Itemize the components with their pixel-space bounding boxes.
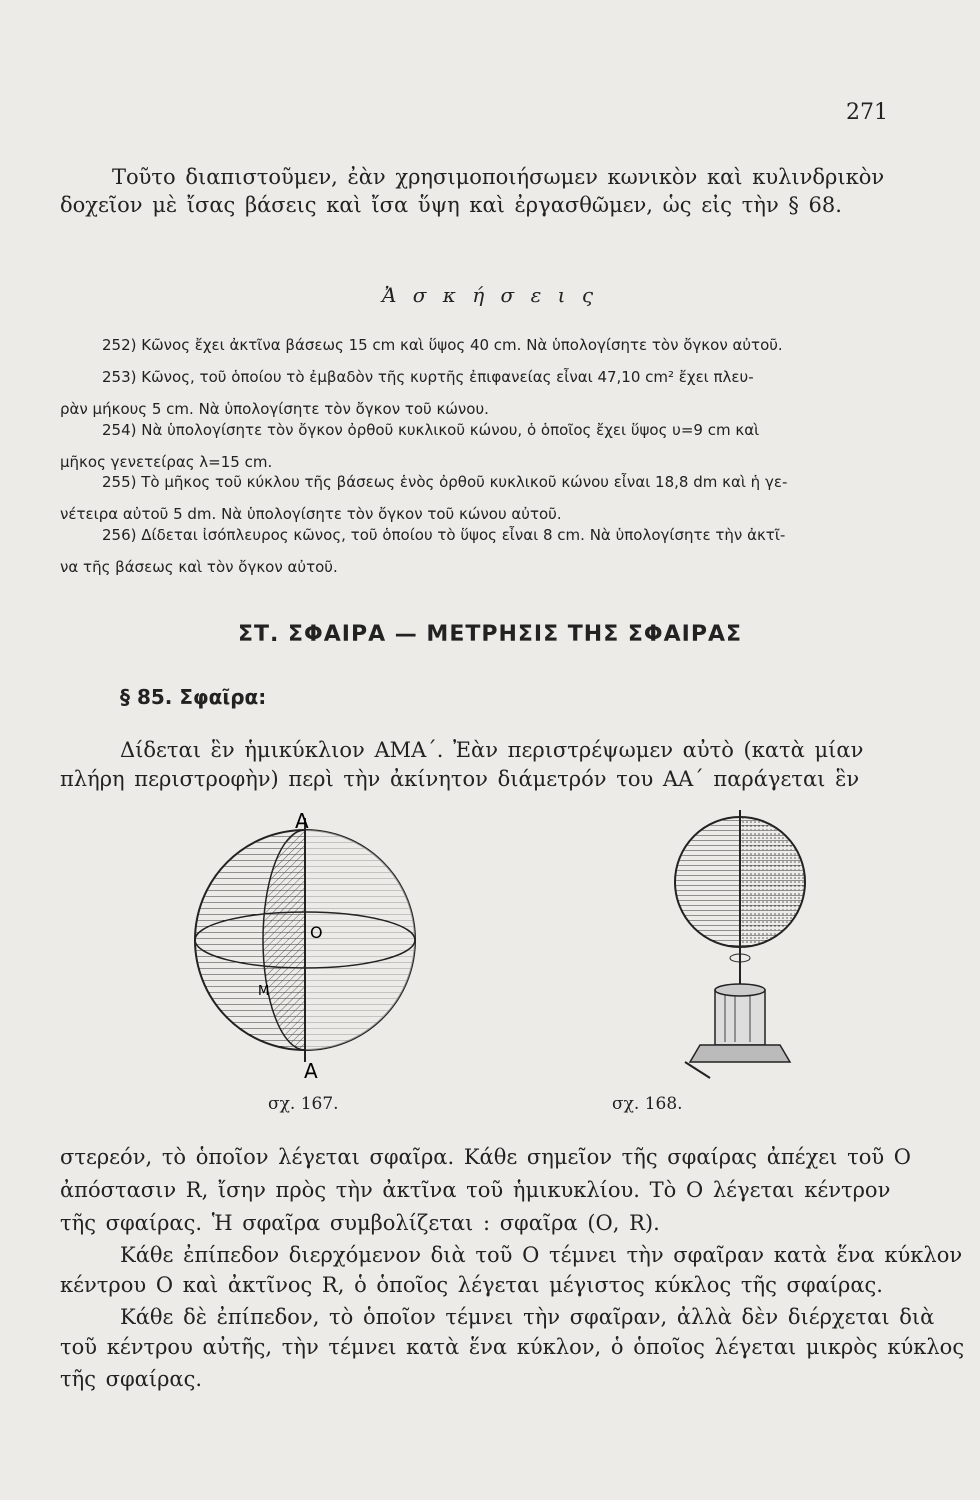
exercise-line: 252) Κῶνος ἔχει ἀκτῖνα βάσεως 15 cm καὶ ὕψος 40 cm. Νὰ ὑπολογίσητε τὸν ὄγκον αὐτοῦ. (102, 336, 783, 354)
figure-168-caption: σχ. 168. (612, 1094, 683, 1114)
crank-handle (685, 1062, 710, 1078)
page-number: 271 (846, 100, 888, 125)
intro-line-1: Τοῦτο διαπιστοῦμεν, ἐὰν χρησιμοποιήσωμεν κωνικὸν καὶ κυλινδρικὸν (112, 165, 885, 189)
para4-line-1: Κάθε δὲ ἐπίπεδον, τὸ ὁποῖον τέμνει τὴν σφαῖραν, ἀλλὰ δὲν διέρχεται διὰ (120, 1305, 935, 1329)
exercise-254 (60, 418, 900, 474)
para3-line-1: Κάθε ἐπίπεδον διερχόμενον διὰ τοῦ Ο τέμνει τὴν σφαῖραν κατὰ ἕνα κύκλον (120, 1243, 963, 1267)
label-a-bottom: Α (304, 1059, 318, 1083)
exercise-256 (60, 523, 900, 579)
para2-line-3: τῆς σφαίρας. Ἡ σφαῖρα συμβολίζεται : σφαῖρα (Ο, R). (60, 1211, 660, 1235)
disk-half (740, 817, 805, 947)
label-a-top: Α (295, 809, 309, 833)
exercise-line: ρὰν μήκους 5 cm. Νὰ ὑπολογίσητε τὸν ὄγκον τοῦ κώνου. (60, 400, 489, 418)
figure-167-sphere (180, 800, 450, 1090)
exercises-title: Ἀ σ κ ή σ ε ι ς (381, 283, 599, 307)
label-m: Μ (258, 984, 270, 999)
intro-line-2: δοχεῖον μὲ ἴσας βάσεις καὶ ἴσα ὕψη καὶ ἐργασθῶμεν, ὡς εἰς τὴν § 68. (60, 193, 842, 217)
para1-line-2: πλήρη περιστροφὴν) περὶ τὴν ἀκίνητον διάμετρόν του ΑΑ΄ παράγεται ἓν (60, 767, 860, 791)
para4-line-3: τῆς σφαίρας. (60, 1367, 203, 1391)
para4-line-2: τοῦ κέντρου αὐτῆς, τὴν τέμνει κατὰ ἕνα κύκλον, ὁ ὁποῖος λέγεται μικρὸς κύκλος (60, 1335, 965, 1359)
exercise-line: 253) Κῶνος, τοῦ ὁποίου τὸ ἐμβαδὸν τῆς κυρτῆς ἐπιφανείας εἶναι 47,10 cm² ἔχει πλευ- (102, 368, 754, 386)
stand-body (715, 990, 765, 1045)
exercise-line: 255) Τὸ μῆκος τοῦ κύκλου τῆς βάσεως ἑνὸς ὀρθοῦ κυκλικοῦ κώνου εἶναι 18,8 dm καὶ ἡ γε- (102, 473, 788, 491)
exercise-line: 256) Δίδεται ἰσόπλευρος κῶνος, τοῦ ὁποίου τὸ ὕψος εἶναι 8 cm. Νὰ ὑπολογίσητε τὴν ἀκτῖ- (102, 526, 786, 544)
exercise-253 (60, 365, 900, 421)
para2-line-1: στερεόν, τὸ ὁποῖον λέγεται σφαῖρα. Κάθε σημεῖον τῆς σφαίρας ἀπέχει τοῦ Ο (60, 1145, 911, 1169)
para3-line-2: κέντρου Ο καὶ ἀκτῖνος R, ὁ ὁποῖος λέγεται μέγιστος κύκλος τῆς σφαίρας. (60, 1273, 883, 1297)
para1-line-1: Δίδεται ἓν ἡμικύκλιον ΑΜΑ΄. Ἐὰν περιστρέψωμεν αὐτὸ (κατὰ μίαν (120, 738, 864, 762)
stand-base (690, 1045, 790, 1062)
exercise-line: να τῆς βάσεως καὶ τὸν ὄγκον αὐτοῦ. (60, 558, 338, 576)
exercise-255 (60, 470, 900, 526)
figure-168-apparatus (665, 800, 825, 1080)
figure-167-caption: σχ. 167. (268, 1094, 339, 1114)
exercise-line: 254) Νὰ ὑπολογίσητε τὸν ὄγκον ὀρθοῦ κυκλικοῦ κώνου, ὁ ὁποῖος ἔχει ὕψος υ=9 cm καὶ (102, 421, 760, 439)
label-o: Ο (310, 923, 323, 942)
section-title: § 85. Σφαῖρα: (120, 685, 267, 709)
chapter-title: ΣΤ. ΣΦΑΙΡΑ — ΜΕΤΡΗΣΙΣ ΤΗΣ ΣΦΑΙΡΑΣ (237, 622, 743, 647)
para2-line-2: ἀπόστασιν R, ἴσην πρὸς τὴν ἀκτῖνα τοῦ ἡμικυκλίου. Τὸ Ο λέγεται κέντρον (60, 1178, 891, 1202)
exercise-line: νέτειρα αὐτοῦ 5 dm. Νὰ ὑπολογίσητε τὸν ὄγκον τοῦ κώνου αὐτοῦ. (60, 505, 562, 523)
exercise-line: μῆκος γενετείρας λ=15 cm. (60, 453, 273, 471)
exercise-252 (60, 333, 900, 357)
